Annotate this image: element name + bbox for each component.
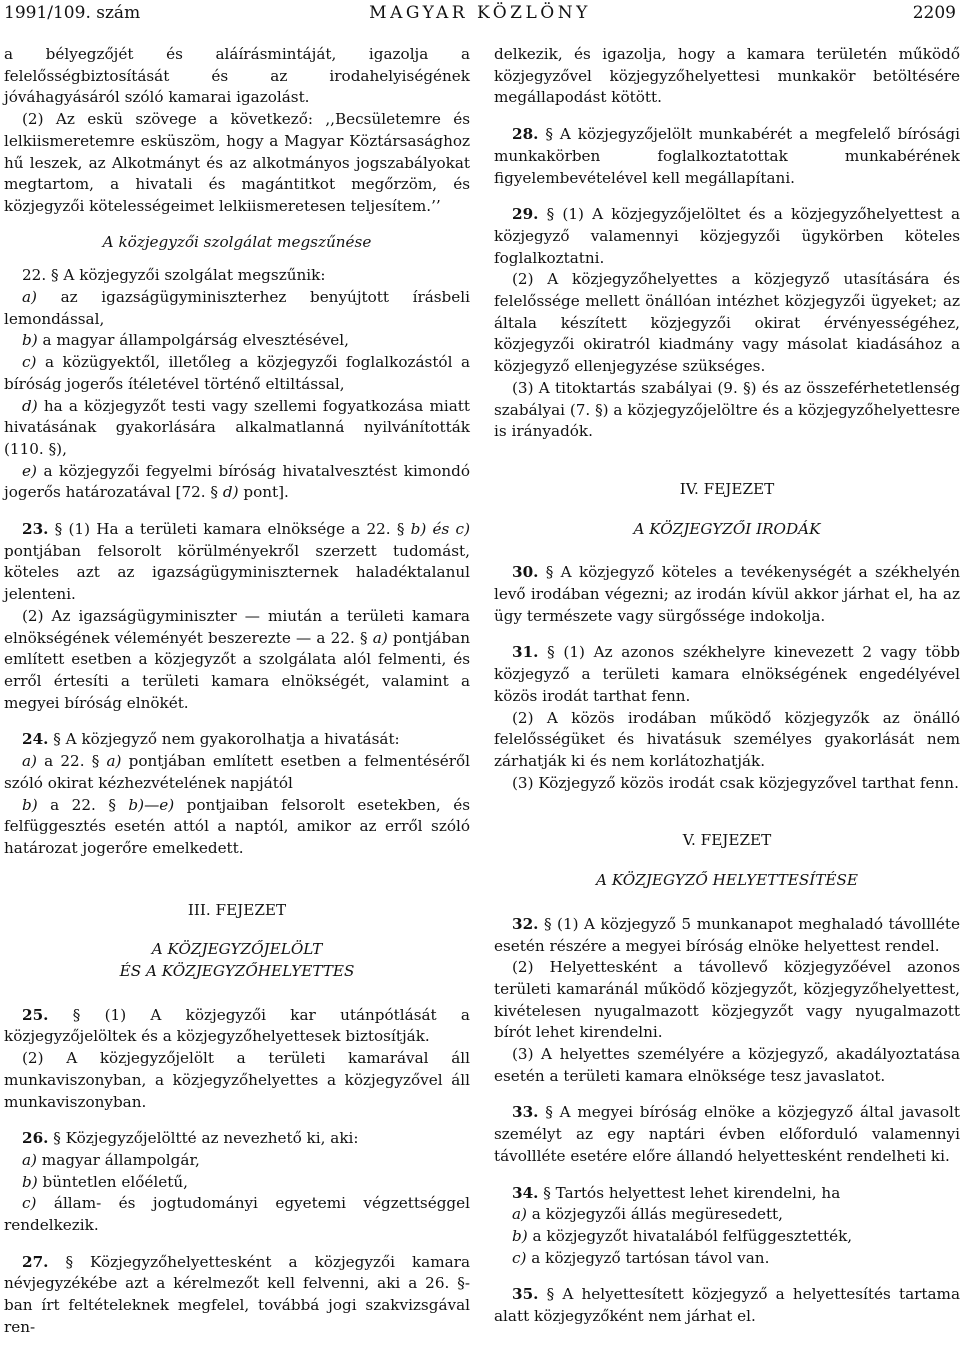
paragraph: (2) A közös irodában működő közjegyzők az önálló felelősségüket és hivatásuk személyes gyakorlását nem zárhatják ki és nem korlátozhatják. (494, 708, 960, 770)
list-item: c) a közjegyző tartósan távol van. (512, 1248, 770, 1267)
right-column (494, 44, 960, 1328)
paragraph: a bélyegzőjét és aláírásmintáját, igazolja a felelősségbiztosítását és az irodahelyiségének jóváhagyásáról szóló kamarai igazolást. (4, 45, 470, 107)
list-item: a) magyar állampolgár, (22, 1150, 200, 1169)
issue-number: 1991/109. szám (4, 3, 141, 23)
section-number: 29. (512, 205, 539, 224)
chapter-heading: III. FEJEZET (187, 900, 287, 919)
section-28: 28. § A közjegyzőjelölt munkabérét a megfelelő bírósági munkakörben foglalkoztatottak munkabérének figyelembevételével kell megállapítani. (494, 125, 960, 187)
chapter-title: A KÖZJEGYZŐJELÖLT (151, 940, 323, 959)
section-24: 24. § A közjegyző nem gyakorolhatja a hivatását: (22, 730, 400, 749)
paragraph: (3) A titoktartás szabályai (9. §) és az összeférhetetlenség szabályai (7. §) a közjegyzőjelöltre és a közjegyzőhelyettesre is irányadók. (494, 378, 960, 441)
paragraph: (2) A közjegyzőjelölt a területi kamarával áll munkaviszonyban, a közjegyzőhelyettes a közjegyzővel áll munkaviszonyban. (4, 1049, 470, 1111)
paragraph: (2) Helyettesként a távollevő közjegyzőével azonos területi kamaránál működő közjegyzőt, közjegyzőhelyettest, kivételesen nyugalmazott közjegyzőt vagy nyugalmazott bírót lehet kirendelni. (494, 958, 960, 1042)
chapter-title: ÉS A KÖZJEGYZŐHELYETTES (119, 962, 355, 981)
paragraph: (2) A közjegyzőhelyettes a közjegyző utasítására és felelőssége mellett önállóan intézhet közjegyzői ügyeket; az általa készített közjegyzői okirat érvényességéhez, közjegyzői okiratról kiadmány vagy másolat kiadásához a közjegyző ellenjegyzése szükséges. (494, 270, 960, 376)
section-number: 26. (22, 1129, 49, 1148)
section-number: 22. (22, 266, 47, 285)
list-item: e) a közjegyzői fegyelmi bíróság hivatalvesztést kimondó jogerős határozatával [72. § d) pont]. (4, 461, 470, 502)
paragraph: delkezik, és igazolja, hogy a kamara területén működő közjegyzővel közjegyzőhelyettesi munkakör betöltésére megállapodást kötött. (494, 45, 960, 107)
section-26: 26. § Közjegyzőjelöltté az nevezhető ki, aki: (22, 1129, 359, 1148)
paragraph: (3) Közjegyző közös irodát csak közjegyzővel tarthat fenn. (512, 773, 959, 792)
list-item: a) az igazságügyminiszterhez benyújtott írásbeli lemondással, (4, 288, 470, 328)
section-25: 25. § (1) A közjegyzői kar utánpótlását a közjegyzőjelöltek és a közjegyzőhelyettesek biztosítják. (4, 1005, 470, 1046)
section-22: 22. § A közjegyzői szolgálat megszűnik: (22, 266, 326, 285)
section-23: 23. § (1) Ha a területi kamara elnöksége a 22. § b) és c) pontjában felsorolt körülményekről szerzett tudomást, köteles azt az igazságügyminiszternek haladéktalanul jelenteni. (4, 520, 470, 604)
section-29: 29. § (1) A közjegyzőjelöltet és a közjegyzőhelyettest a közjegyző valamennyi közjegyzői ügykörben köteles foglalkoztatni. (494, 205, 960, 267)
paragraph: (2) Az igazságügyminiszter — miután a területi kamara elnökségének véleményét beszerezte — a 22. § a) pontjában említett esetben a közjegyzőt a szolgálata alól felmenti, és erről értesíti a területi kamara elnökségét, valamint a megyei bíróság elnökét. (4, 606, 470, 712)
list-item: b) a közjegyzőt hivatalából felfüggesztették, (512, 1226, 853, 1245)
list-item: b) a magyar állampolgárság elvesztésével, (22, 331, 349, 350)
list-item: d) ha a közjegyzőt testi vagy szellemi fogyatkozása miatt hivatásának gyakorlására alkalmatlanná nyilvánították (110. §), (4, 396, 470, 458)
section-30: 30. § A közjegyző köteles a tevékenységét a székhelyén levő irodában végezni; az irodán kívül akkor járhat el, ha az ügy természete vagy sürgőssége indokolja. (494, 563, 960, 625)
section-number: 27. (22, 1252, 49, 1271)
chapter-heading: V. FEJEZET (682, 831, 772, 850)
section-number: 31. (512, 643, 539, 662)
paragraph: (3) A helyettes személyére a közjegyző, akadályoztatása esetén a területi kamara elnöksége tesz javaslatot. (494, 1045, 960, 1085)
list-item: a) a közjegyzői állás megüresedett, (512, 1205, 783, 1224)
list-item: b) büntetlen előéletű, (22, 1172, 188, 1191)
paragraph: (2) Az eskü szövege a következő: ,,Becsületemre és lelkiismeretemre esküszöm, hogy a Magyar Köztársasághoz hű leszek, az Alkotmányt és az alkotmányos jogszabályokat megtartom, a hivatali és magántitkot megőrzöm, és közjegyzői kötelességeimet lelkiismeretesen teljesítem.’’ (4, 110, 470, 215)
section-34: 34. § Tartós helyettest lehet kirendelni, ha (512, 1183, 841, 1202)
section-number: 23. (22, 520, 49, 539)
section-number: 34. (512, 1183, 539, 1202)
list-item: c) állam- és jogtudományi egyetemi végzettséggel rendelkezik. (4, 1194, 470, 1235)
section-33: 33. § A megyei bíróság elnöke a közjegyző által javasolt személyt az egy naptári évben előforduló valamennyi távollléte esetére előre állandó helyettesként rendelheti ki. (494, 1103, 960, 1165)
section-number: 30. (512, 563, 539, 582)
section-number: 33. (512, 1103, 539, 1122)
page-number: 2209 (912, 3, 956, 23)
chapter-heading: IV. FEJEZET (679, 479, 775, 498)
chapter-title: A KÖZJEGYZŐI IRODÁK (633, 519, 821, 538)
list-item: c) a közügyektől, illetőleg a közjegyzői foglalkozástól a bíróság jogerős ítéletével történő eltiltással, (4, 353, 470, 393)
list-item: a) a 22. § a) pontjában említett esetben a felmentéséről szóló okirat kézhezvételének napjától (4, 752, 470, 792)
section-31: 31. § (1) Az azonos székhelyre kinevezett 2 vagy több közjegyző a területi kamara elnökségének engedélyével közös irodát tarthat fenn. (494, 643, 960, 705)
section-number: 28. (512, 125, 539, 144)
section-title: A közjegyzői szolgálat megszűnése (102, 232, 372, 251)
section-35: 35. § A helyettesített közjegyző a helyettesítés tartama alatt közjegyzőként nem járhat el. (494, 1285, 960, 1326)
chapter-title: A KÖZJEGYZŐ HELYETTESÍTÉSE (596, 871, 858, 890)
section-32: 32. § (1) A közjegyző 5 munkanapot meghaladó távollléte esetén részére a megyei bíróság elnöke helyettest rendel. (494, 914, 960, 955)
section-number: 24. (22, 730, 49, 749)
section-number: 35. (512, 1285, 539, 1304)
journal-title: MAGYAR KÖZLÖNY (369, 3, 591, 23)
list-item: b) a 22. § b)—e) pontjaiban felsorolt esetekben, és felfüggesztés esetén attól a naptól, amikor az erről szóló határozat jogerőre emelkedett. (4, 795, 470, 857)
left-column (4, 44, 470, 1339)
page-header (4, 0, 956, 26)
section-27: 27. § Közjegyzőhelyettesként a közjegyzői kamara névjegyzékébe azt a kérelmezőt kell felvenni, aki a 26. §-ban írt feltételeknek megfelel, továbbá jogi szakvizsgával ren- (4, 1252, 470, 1336)
section-number: 25. (22, 1005, 49, 1024)
section-number: 32. (512, 914, 539, 933)
